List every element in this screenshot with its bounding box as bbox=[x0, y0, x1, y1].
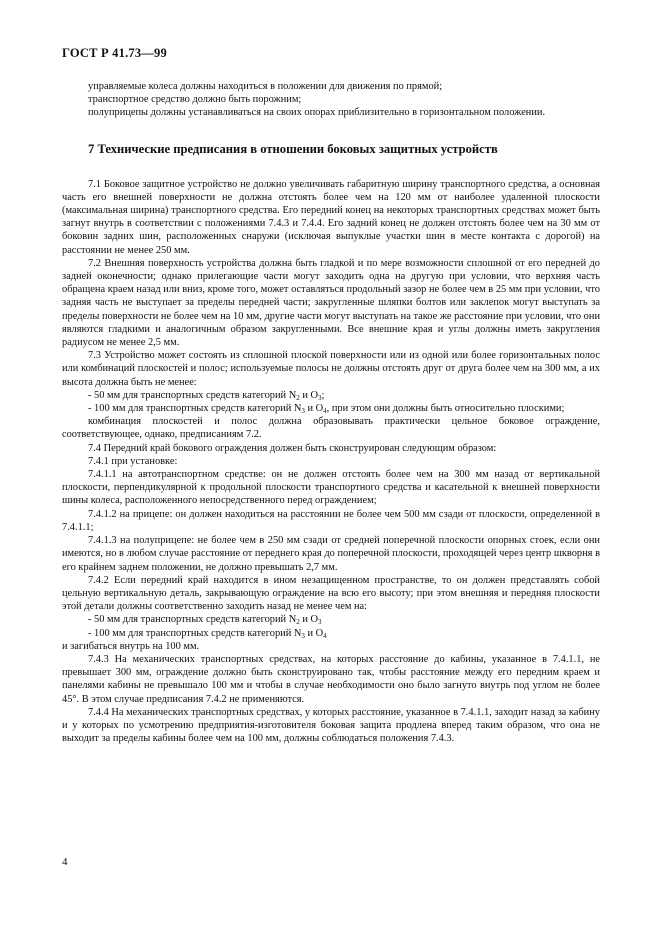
paragraph-7-4-3: 7.4.3 На механических транспортных средствах, на которых расстояние до кабины, указанное в 7.4.1.1, не превышает 300 мм, ограждение должно быть сконструировано так, чтобы расстояние между его передним краем и панелями кабины не превышало 100 мм и чтобы в случае необходимости оно было загнуто внутрь под углом не более 45°. В этом случае предписания 7.4.2 не применяются. bbox=[62, 653, 600, 705]
page-number: 4 bbox=[62, 856, 68, 868]
paragraph-7-4-2-tail: и загибаться внутрь на 100 мм. bbox=[62, 640, 200, 652]
section-heading: 7 Технические предписания в отношении боковых защитных устройств bbox=[88, 141, 498, 156]
paragraph-7-4-1-2: 7.4.1.2 на прицепе: он должен находиться на расстоянии не более чем 500 мм сзади от плоскости, определенной в 7.4.1.1; bbox=[62, 508, 600, 533]
paragraph-7-2: 7.2 Внешняя поверхность устройства должна быть гладкой и по мере возможности сплошной от его передней до задней оконечности; однако прилегающие части могут заходить одна на другую при условии, что верхняя часть обращена краем назад или вниз, кроме того, может оставляться продольный зазор не более чем в 25 мм при условии, что задняя часть не выступает за пределы передней части; закругленные шляпки болтов или заклепок могут выступать за пределы поверхности не более чем на 10 мм, другие части могут выступать на такое же расстояние при условии, что они являются гладкими и аналогичным образом закругленными. Все внешние края и углы должны иметь закругления радиусом не менее 2,5 мм. bbox=[62, 257, 600, 349]
paragraph-7-3: 7.3 Устройство может состоять из сплошной плоской поверхности или из одной или более горизонтальных полос или комбинаций плоскостей и полос; используемые полосы не должны отстоять друг от друга более чем на 300 мм, а их высота должна быть не менее: bbox=[62, 350, 600, 388]
paragraph-7-4-2: 7.4.2 Если передний край находится в ином незащищенном пространстве, то он должен представлять собой цельную вертикальную деталь, закрывающую ограждение на всю его высоту; при этом внешняя и передняя плоскости этой детали должны соответственно заходить назад не менее чем на: bbox=[62, 574, 600, 613]
paragraph-7-4-4: 7.4.4 На механических транспортных средствах, у которых расстояние, указанное в 7.4.1.1, заходит назад за кабину и у которых по усмотрению предприятия-изготовителя боковая защита продлена вперед таким образом, что она не выходит за пределы кабины более чем на 100 мм, должны соблюдаться положения 7.4.3. bbox=[62, 706, 600, 745]
paragraph-7-4-1: 7.4.1 при установке: bbox=[88, 455, 178, 467]
paragraph-7-3-combination: комбинация плоскостей и полос должна образовывать практически цельное боковое ограждение, соответствующее, однако, предписаниям 7.2. bbox=[62, 416, 600, 441]
paragraph-7-4: 7.4 Передний край бокового ограждения должен быть сконструирован следующим образом: bbox=[88, 442, 497, 454]
bullet-n3-o4: - 100 мм для транспортных средств категорий $N_3$ и $O_4$, при этом они должны быть относительно плоскими; bbox=[88, 403, 565, 416]
paragraph-7-4-1-1: 7.4.1.1 на автотранспортном средстве: он не должен отстоять более чем на 300 мм назад от вертикальной плоскости, перпендикулярной к продольной плоскости транспортного средства и касательной к внешней поверхности шины колеса, расположенного непосредственного перед ограждением; bbox=[62, 469, 600, 507]
standard-header: ГОСТ Р 41.73—99 bbox=[62, 46, 167, 60]
list-item-n3-o4: - 100 мм для транспортных средств категорий $N_3$ и $O_4$ bbox=[88, 627, 327, 640]
paragraph-7-1: 7.1 Боковое защитное устройство не должно увеличивать габаритную ширину транспортного средства, а основная часть его внешней поверхности не должна отстоять более чем на 120 мм от наиболее удаленной плоскости (максимальная ширина) транспортного средства. Его передний конец на некоторых транспортных средствах может быть загнут внутрь в соответствии с положениями 7.4.3 и 7.4.4. Его задний конец не должен отстоять более чем на 30 мм от боковин задних шин, расположенных снаружи (исключая выпуклые участки шин в месте контакта с дорогой) на расстоянии не менее 250 мм. bbox=[62, 178, 600, 256]
intro-line-3: полуприцепы должны устанавливаться на своих опорах приблизительно в горизонтальном положении. bbox=[88, 107, 546, 119]
list-item-n2-o3: - 50 мм для транспортных средств категорий $N_2$ и $O_3$ bbox=[88, 614, 322, 627]
paragraph-7-4-1-3: 7.4.1.3 на полуприцепе: не более чем в 250 мм сзади от средней поперечной плоскости опорных стоек, если они имеются, но в любом случае расстояние от переднего края до поперечной плоскости, проходящей через центр шкворня в его крайнем заднем положении, не должно превышать 2,7 мм. bbox=[62, 535, 600, 573]
intro-line-2: транспортное средство должно быть порожним; bbox=[88, 94, 302, 106]
intro-line-1: управляемые колеса должны находиться в положении для движения по прямой; bbox=[88, 81, 443, 92]
document-body bbox=[62, 80, 600, 745]
bullet-n2-o3: - 50 мм для транспортных средств категорий $N_2$ и $O_3$; bbox=[88, 389, 325, 402]
